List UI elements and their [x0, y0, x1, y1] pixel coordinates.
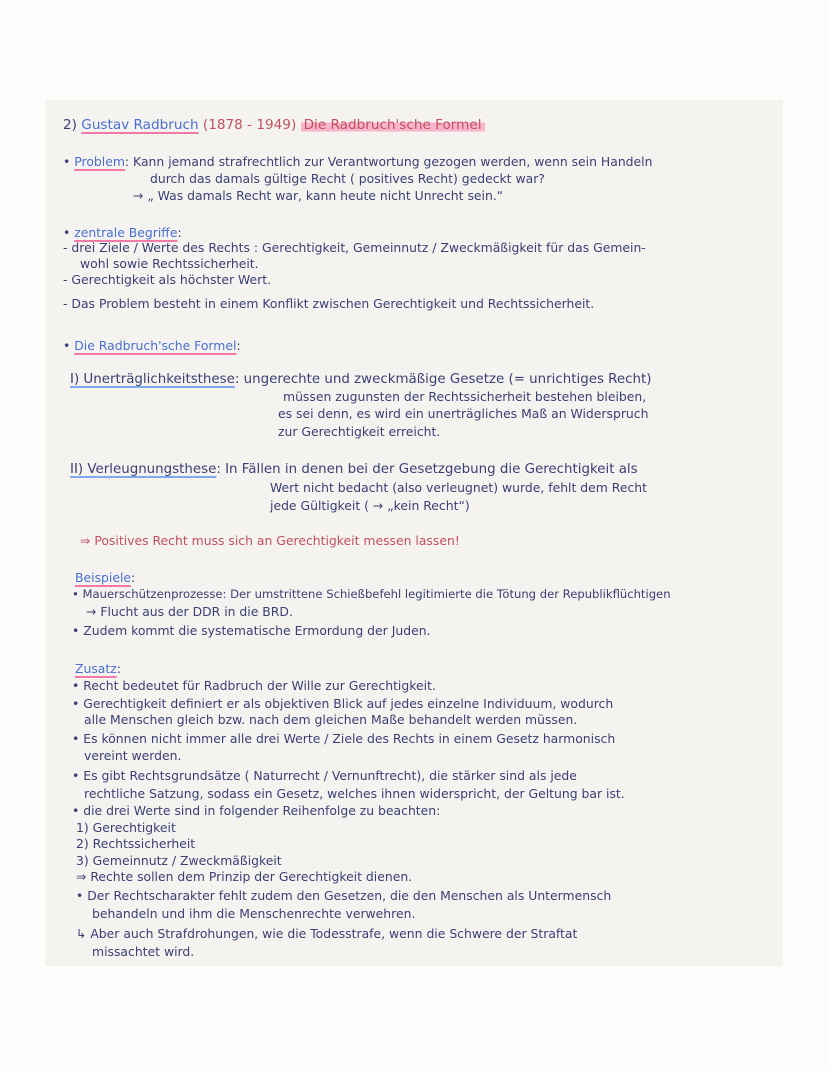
addendum-line: • Recht bedeutet für Radbruch der Wille zur Gerechtigkeit. — [72, 678, 436, 693]
concepts-line-2: wohl sowie Rechtssicherheit. — [80, 256, 259, 271]
concepts-line-1: - drei Ziele / Werte des Rechts : Gerechtigkeit, Gemeinnutz / Zweckmäßigkeit für das Gemein- — [63, 240, 646, 255]
addendum-line: • Gerechtigkeit definiert er als objektiven Blick auf jedes einzelne Individuum, wodurch — [72, 696, 614, 711]
concepts-label: zentrale Begriffe — [74, 225, 178, 240]
addendum-heading: Zusatz: — [75, 661, 121, 676]
problem-line-3: → „ Was damals Recht war, kann heute nicht Unrecht sein.“ — [133, 188, 504, 203]
problem-line-2: durch das damals gültige Recht ( positives Recht) gedeckt war? — [150, 171, 545, 186]
thesis-2-label: II) Verleugnungsthese — [70, 462, 217, 477]
heading-years: (1878 - 1949) — [202, 117, 297, 133]
examples-line-3: • Zudem kommt die systematische Ermordung der Juden. — [72, 623, 431, 638]
addendum-line: rechtliche Satzung, sodass ein Gesetz, welches ihnen widerspricht, der Geltung bar ist. — [84, 786, 625, 801]
examples-label: Beispiele — [75, 570, 132, 585]
thesis-2-line-3: jede Gültigkeit ( → „kein Recht“) — [270, 498, 470, 513]
formula-heading: • Die Radbruch'sche Formel: — [63, 338, 241, 353]
addendum-line: behandeln und ihm die Menschenrechte verwehren. — [92, 906, 416, 921]
concepts-line-3: - Gerechtigkeit als höchster Wert. — [63, 272, 272, 287]
heading — [63, 118, 485, 133]
thesis-2-line-2: Wert nicht bedacht (also verleugnet) wurde, fehlt dem Recht — [270, 480, 647, 495]
problem-line-1: • Problem: Kann jemand strafrechtlich zur Verantwortung gezogen werden, wenn sein Handeln — [63, 154, 653, 169]
addendum-line: vereint werden. — [84, 748, 182, 763]
formula-label: Die Radbruch'sche Formel — [74, 338, 237, 353]
addendum-line: missachtet wird. — [92, 944, 195, 959]
heading-name: Gustav Radbruch — [81, 117, 199, 133]
addendum-line: • Der Rechtscharakter fehlt zudem den Gesetzen, die den Menschen als Untermensch — [76, 888, 612, 903]
concepts-heading: • zentrale Begriffe: — [63, 225, 182, 240]
examples-line-1: • Mauerschützenprozesse: Der umstrittene Schießbefehl legitimierte die Tötung der Republikflüchtigen — [72, 587, 671, 601]
concepts-line-4: - Das Problem besteht in einem Konflikt zwischen Gerechtigkeit und Rechtssicherheit. — [63, 296, 595, 311]
thesis-1-label: I) Unerträglichkeitsthese — [70, 372, 235, 387]
thesis-1-line-3: es sei denn, es wird ein unerträgliches Maß an Widerspruch — [278, 406, 649, 421]
addendum-line: 1) Gerechtigkeit — [76, 820, 176, 835]
addendum-line: alle Menschen gleich bzw. nach dem gleichen Maße behandelt werden müssen. — [84, 712, 578, 727]
addendum-line: ⇒ Rechte sollen dem Prinzip der Gerechtigkeit dienen. — [76, 869, 413, 884]
examples-line-2: → Flucht aus der DDR in die BRD. — [86, 604, 293, 619]
thesis-2: II) Verleugnungsthese: In Fällen in denen bei der Gesetzgebung die Gerechtigkeit als — [70, 462, 638, 477]
addendum-line: • die drei Werte sind in folgender Reihenfolge zu beachten: — [72, 803, 441, 818]
thesis-1-line-2: müssen zugunsten der Rechtssicherheit bestehen bleiben, — [283, 389, 647, 404]
addendum-line: 3) Gemeinnutz / Zweckmäßigkeit — [76, 853, 282, 868]
thesis-1-line-4: zur Gerechtigkeit erreicht. — [278, 424, 441, 439]
addendum-line: • Es können nicht immer alle drei Werte / Ziele des Rechts in einem Gesetz harmonisch — [72, 731, 616, 746]
addendum-line: • Es gibt Rechtsgrundsätze ( Naturrecht / Vernunftrecht), die stärker sind als jede — [72, 768, 577, 783]
heading-topic: Die Radbruch'sche Formel — [301, 117, 485, 133]
thesis-1: I) Unerträglichkeitsthese: ungerechte und zweckmäßige Gesetze (= unrichtiges Recht) — [70, 372, 652, 387]
addendum-label: Zusatz — [75, 661, 117, 676]
formula-conclusion: ⇒ Positives Recht muss sich an Gerechtigkeit messen lassen! — [80, 533, 460, 548]
problem-label: Problem — [74, 154, 125, 169]
examples-heading: Beispiele: — [75, 570, 136, 585]
addendum-line: ↳ Aber auch Strafdrohungen, wie die Todesstrafe, wenn die Schwere der Straftat — [76, 926, 578, 941]
addendum-line: 2) Rechtssicherheit — [76, 836, 196, 851]
heading-number: 2) — [63, 117, 77, 133]
